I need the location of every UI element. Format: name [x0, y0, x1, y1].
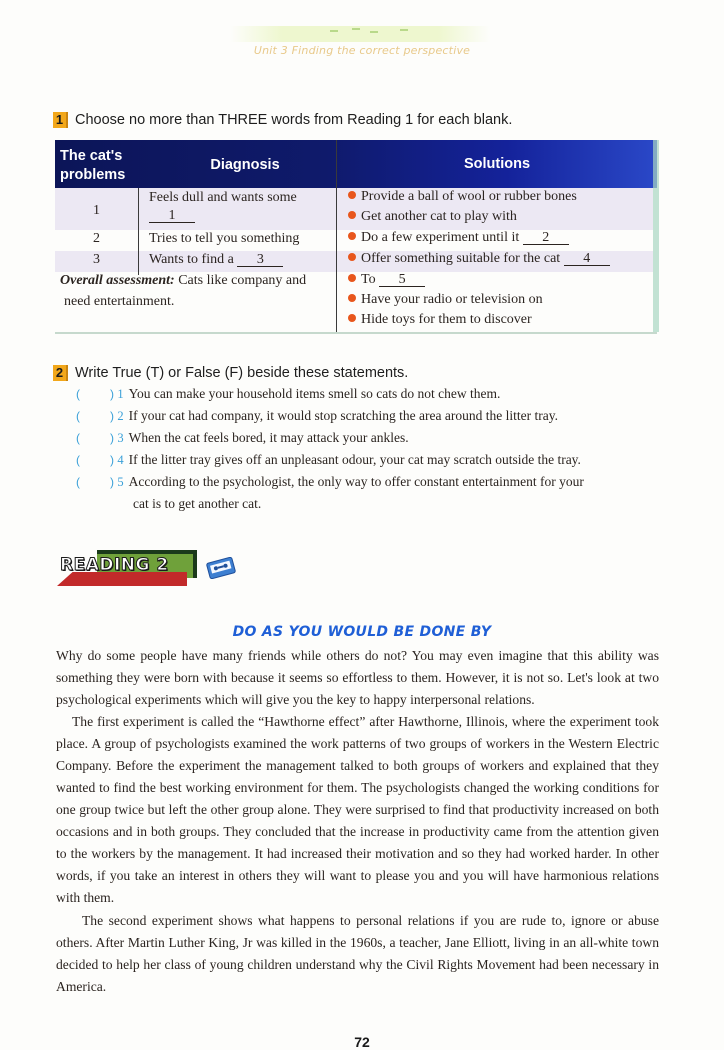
bullet-icon [348, 211, 356, 219]
diagnosis-2: Tries to tell you something [149, 231, 300, 246]
cassette-tape-icon [206, 557, 236, 579]
cat-problems-table [55, 140, 657, 334]
exercise-number-badge: 2 [53, 365, 68, 381]
row-number: 1 [93, 203, 100, 218]
answer-paren[interactable]: ( [76, 453, 80, 467]
answer-blank-4[interactable]: 4 [564, 252, 610, 266]
paragraph-3: The second experiment shows what happens to personal relations if you are rude to, ignore or abuse others. After Martin Luther King, Jr was killed in the 1960s, a teacher, Jane Elliott, living in an all-white town decided to help her class of young children understand why the Civil Rights Movement had been necessary in America. [56, 913, 659, 994]
overall-assessment-line2: need entertainment. [64, 294, 175, 309]
exercise-2-heading [53, 365, 408, 381]
table-edge [653, 140, 659, 332]
row-number: 3 [93, 252, 100, 267]
bullet-icon [348, 232, 356, 240]
exercise-1-instruction: Choose no more than THREE words from Reading 1 for each blank. [75, 112, 513, 128]
solution-item: Provide a ball of wool or rubber bones [348, 189, 577, 205]
answer-paren[interactable]: ( [76, 409, 80, 423]
bullet-icon [348, 253, 356, 261]
solution-item: Offer something suitable for the cat 4 [348, 251, 610, 267]
header-problems: The cat's problems [60, 148, 126, 183]
row-number: 2 [93, 231, 100, 246]
solution-item: Hide toys for them to discover [348, 312, 532, 328]
header-diagnosis: Diagnosis [210, 157, 280, 173]
solution-item: Get another cat to play with [348, 209, 517, 225]
exercise-1-heading [53, 112, 512, 128]
exercise-2-instruction: Write True (T) or False (F) beside these statements. [75, 365, 409, 381]
story-title: DO AS YOU WOULD BE DONE BY [232, 624, 492, 640]
solution-item: Do a few experiment until it 2 [348, 230, 569, 246]
statement-4: ( ) 4 If the litter tray gives off an unpleasant odour, your cat may scratch outside the tray. [76, 452, 581, 467]
bullet-icon [348, 294, 356, 302]
answer-blank-5[interactable]: 5 [379, 273, 425, 287]
column-divider [336, 140, 337, 332]
answer-blank-1[interactable]: 1 [149, 208, 195, 224]
diagnosis-1: Feels dull and wants some [149, 190, 297, 205]
statement-3: ( ) 3 When the cat feels bored, it may attack your ankles. [76, 430, 409, 445]
column-divider [138, 188, 139, 275]
answer-paren[interactable]: ( [76, 387, 80, 401]
paragraph-1: Why do some people have many friends while others do not? You may even imagine that this ability was something they were born with because it seems so effortless to them. However, it is not so. Let's look at two psychological experiments which will give you the key to happy interpersonal relations. [56, 648, 659, 707]
bullet-icon [348, 274, 356, 282]
statement-1: ( ) 1 You can make your household items smell so cats do not chew them. [76, 386, 501, 401]
banner-label: READING 2 [60, 555, 169, 575]
unit-title: Unit 3 Finding the correct perspective [253, 44, 471, 57]
table-bottom-rule [55, 332, 657, 334]
answer-paren[interactable]: ( [76, 431, 80, 445]
answer-blank-2[interactable]: 2 [523, 231, 569, 245]
header-dots [330, 28, 430, 34]
header-solutions: Solutions [463, 156, 531, 172]
statement-5-line2: cat is to get another cat. [133, 496, 262, 511]
statement-2: ( ) 2 If your cat had company, it would stop scratching the area around the litter tray. [76, 408, 558, 423]
exercise-number-badge: 1 [53, 112, 68, 128]
table-header [55, 140, 657, 188]
answer-paren[interactable]: ( [76, 475, 80, 489]
diagnosis-3: Wants to find a 3 [149, 252, 283, 268]
page-number: 72 [354, 1034, 370, 1050]
bullet-icon [348, 314, 356, 322]
answer-blank-3[interactable]: 3 [237, 253, 283, 267]
solution-item: To 5 [348, 272, 425, 288]
solution-item: Have your radio or television on [348, 292, 543, 308]
paragraph-2: The first experiment is called the “Hawthorne effect” after Hawthorne, Illinois, where the experiment took place. A group of psychologists examined the work patterns of two groups of workers in the Western Electric Company. Before the experiment the management talked to both groups of workers and explained that they wanted to find the best working environment for them. The psychologists changed the working conditions for one group twice but left the other group alone. They were surprised to find that productivity increased on both occasions and in both groups. They concluded that the increase in productivity came from the attention given to the workers by the management. It had increased their motivation and so they had worked harder. In other words, if you take an interest in others they will want to please you and you will have harmonious relations with them. [56, 714, 659, 905]
overall-assessment: Overall assessment: Cats like company and [60, 273, 307, 288]
bullet-icon [348, 191, 356, 199]
reading-2-banner [57, 550, 197, 588]
statement-5: ( ) 5 According to the psychologist, the only way to offer constant entertainment for your [76, 474, 584, 489]
